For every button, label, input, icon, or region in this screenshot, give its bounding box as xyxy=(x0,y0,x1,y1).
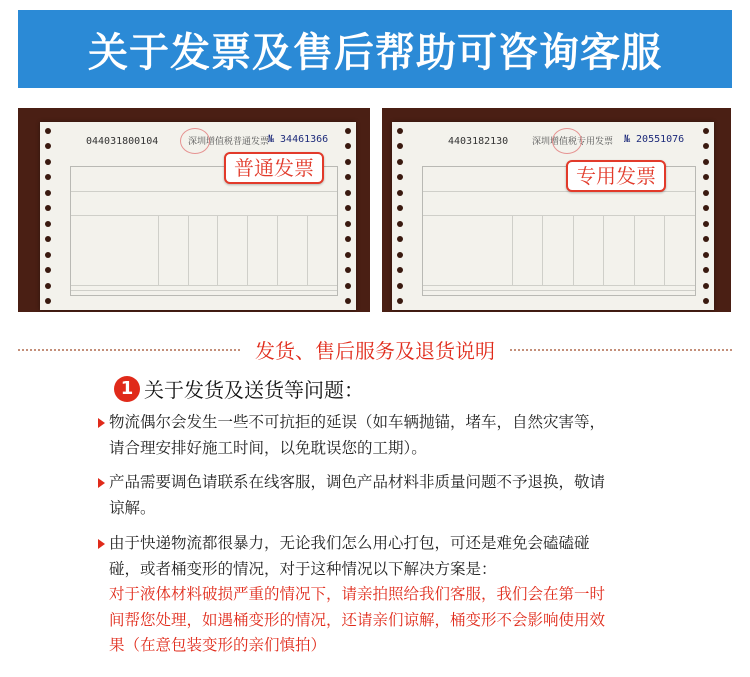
invoice-photo-special xyxy=(382,108,731,312)
header-banner xyxy=(18,10,732,88)
invoice-number: № 34461366 xyxy=(268,134,329,145)
tag-regular-invoice: 普通发票 xyxy=(224,152,324,184)
item-line: 请合理安排好施工时间，以免耽误您的工期）。 xyxy=(109,438,427,457)
invoice-paper xyxy=(40,122,356,310)
banner-title: 关于发票及售后帮助可咨询客服 xyxy=(88,29,662,76)
triangle-bullet-icon xyxy=(98,539,105,549)
item-note-line: 对于液体材料破损严重的情况下，请亲拍照给我们客服，我们会在第一时 xyxy=(109,585,606,603)
item-line: 谅解。 xyxy=(109,498,156,517)
section-title: 发货、售后服务及退货说明 xyxy=(241,339,509,363)
tag-special-invoice: 专用发票 xyxy=(566,160,666,192)
invoice-paper xyxy=(392,122,714,310)
list-item xyxy=(98,470,678,521)
invoice-title: 深圳增值税专用发票 xyxy=(532,137,614,147)
invoice-photo-regular xyxy=(18,108,370,312)
invoice-title: 深圳增值税普通发票 xyxy=(188,137,270,147)
item-line: 碰，或者桶变形的情况，对于这种情况以下解决方案是： xyxy=(109,559,497,578)
item-note-line: 果（在意包装变形的亲们慎拍） xyxy=(109,636,327,654)
item-line: 产品需要调色请联系在线客服，调色产品材料非质量问题不予退换，敬请 xyxy=(109,473,606,491)
item-note-line: 间帮您处理，如遇桶变形的情况，还请亲们谅解，桶变形不会影响使用效 xyxy=(109,610,606,629)
question-heading xyxy=(114,374,364,403)
triangle-bullet-icon xyxy=(98,418,105,428)
invoice-seal xyxy=(180,128,210,154)
question-number-badge: 1 xyxy=(114,376,140,402)
triangle-bullet-icon xyxy=(98,478,105,488)
item-line: 由于快递物流都很暴力，无论我们怎么用心打包，可还是难免会磕磕碰 xyxy=(109,534,590,552)
invoice-number: № 20551076 xyxy=(624,134,685,145)
list-item xyxy=(98,531,678,659)
invoice-code: 044031800104 xyxy=(86,136,159,147)
list-item xyxy=(98,410,678,461)
question-title: 关于发货及送货等问题： xyxy=(144,378,364,402)
invoice-code: 4403182130 xyxy=(448,136,509,147)
item-line: 物流偶尔会发生一些不可抗拒的延误（如车辆抛锚，堵车，自然灾害等， xyxy=(109,413,606,431)
invoice-table xyxy=(70,166,338,296)
invoice-seal xyxy=(552,128,582,154)
section-heading xyxy=(0,335,750,364)
